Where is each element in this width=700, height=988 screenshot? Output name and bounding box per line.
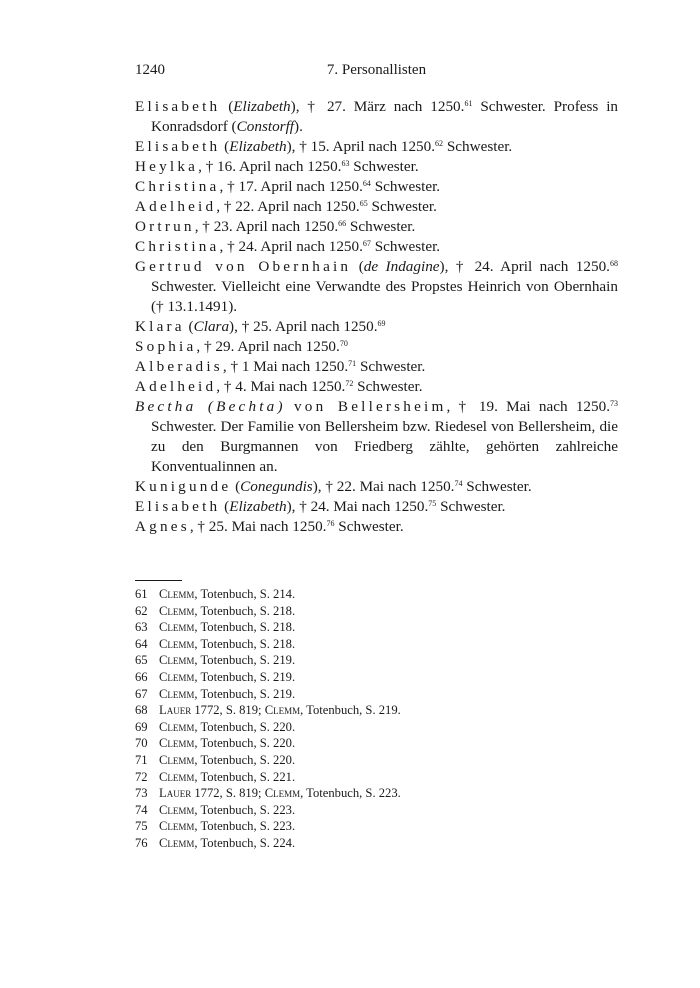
- footnote-text: , Totenbuch, S. 218.: [194, 620, 296, 635]
- footnote-author: Clemm: [159, 669, 195, 684]
- entry: Christina, † 24. April nach 1250.67 Schwester.: [135, 238, 441, 255]
- entry-name: Christina: [135, 178, 220, 195]
- footnote: [135, 785, 401, 802]
- entry-name: Klara: [135, 318, 185, 335]
- footnote-ref: 66: [338, 219, 347, 228]
- footnote-number: 61: [135, 587, 148, 601]
- footnote-ref: 68: [609, 259, 618, 268]
- entry-date: 23. April nach 1250.: [213, 218, 339, 235]
- entry: Sophia, † 29. April nach 1250.70: [135, 338, 348, 355]
- entry: Elisabeth (Elizabeth), † 24. Mai nach 1250.75 Schwester.: [135, 498, 506, 515]
- footnote-author: Clemm: [159, 686, 195, 701]
- footnote-author: Lauer: [159, 703, 192, 718]
- page-number: 1240: [135, 62, 165, 78]
- footnote-number: 64: [135, 636, 148, 651]
- entry-date: 27. März nach 1250.: [326, 98, 465, 115]
- footnote-text: 1772, S. 819;: [191, 703, 265, 718]
- footnote-ref: 73: [610, 399, 619, 408]
- footnote-author: Clemm: [159, 603, 195, 618]
- entry-name: Christina: [135, 238, 220, 255]
- entry: Alberadis, † 1 Mai nach 1250.71 Schwester.: [135, 358, 426, 375]
- footnote-number: 66: [135, 669, 148, 684]
- entry-date: 1 Mai nach 1250.: [241, 358, 349, 375]
- footnote-text: , Totenbuch, S. 220.: [194, 752, 296, 767]
- footnote-author: Clemm: [159, 587, 195, 601]
- entry: Heylka, † 16. April nach 1250.63 Schwester.: [135, 158, 419, 175]
- footnote-author: Clemm: [159, 653, 195, 668]
- footnote-text: , Totenbuch, S. 220.: [194, 719, 296, 734]
- footnote-author: Clemm: [159, 636, 195, 651]
- entry-text: Schwester.: [371, 198, 437, 215]
- footnote-text: , Totenbuch, S. 218.: [194, 603, 296, 618]
- footnote: [135, 586, 401, 603]
- footnote-number: 67: [135, 686, 148, 701]
- entry-date: 24. April nach 1250.: [474, 258, 610, 275]
- entry-alt-name: Elizabeth: [229, 138, 287, 155]
- footnote-separator: [135, 580, 182, 581]
- footnote: [135, 769, 401, 786]
- footnote-ref: 70: [339, 339, 348, 348]
- entry-name: Sophia: [135, 338, 197, 355]
- entry-date: 22. Mai nach 1250.: [336, 478, 455, 495]
- footnote-ref: 65: [359, 199, 368, 208]
- footnote-author: Clemm: [159, 620, 195, 635]
- footnote-ref: 62: [435, 139, 444, 148]
- entry-name: Gertrud von Obernhain: [135, 258, 352, 275]
- footnote-text-2: , Totenbuch, S. 219.: [300, 703, 401, 718]
- footnote-author: Lauer: [159, 786, 192, 801]
- footnote-text-2: , Totenbuch, S. 223.: [300, 786, 401, 801]
- footnote: [135, 802, 401, 819]
- footnote-number: 75: [135, 819, 148, 834]
- footnote-number: 68: [135, 703, 148, 718]
- entry-alt-name: Elizabeth: [229, 498, 287, 515]
- footnote-ref: 74: [454, 479, 463, 488]
- entry-date: 17. April nach 1250.: [238, 178, 363, 195]
- entry: Adelheid, † 22. April nach 1250.65 Schwester.: [135, 198, 437, 215]
- footnote-ref: 61: [464, 99, 473, 108]
- footnote-number: 73: [135, 786, 148, 801]
- footnote: [135, 818, 401, 835]
- footnote-author-2: Clemm: [264, 786, 301, 801]
- footnote-ref: 72: [345, 379, 354, 388]
- footnote: [135, 719, 401, 736]
- footnote-text: , Totenbuch, S. 219.: [194, 669, 296, 684]
- footnote: [135, 735, 401, 752]
- footnotes: [135, 586, 401, 852]
- entry: Ortrun, † 23. April nach 1250.66 Schwester.: [135, 218, 416, 235]
- footnote-author: Clemm: [159, 752, 195, 767]
- entry-name-italic: Bectha (Bechta): [135, 398, 286, 415]
- entry-name: Agnes: [135, 518, 190, 535]
- entry-alt-name: de Indagine: [363, 258, 440, 275]
- footnote-text: , Totenbuch, S. 220.: [194, 736, 296, 751]
- entry: Adelheid, † 4. Mai nach 1250.72 Schwester.: [135, 378, 423, 395]
- entry-name: Heylka: [135, 158, 199, 175]
- footnote-author: Clemm: [159, 835, 195, 850]
- page-header: [135, 62, 618, 82]
- footnote-number: 74: [135, 802, 148, 817]
- footnote-ref: 76: [326, 519, 335, 528]
- entry-date: 25. April nach 1250.: [253, 318, 378, 335]
- entry-text: Schwester.: [357, 378, 423, 395]
- footnote-ref: 64: [362, 179, 371, 188]
- entry-alt-name: Clara: [193, 318, 230, 335]
- entry-name: Elisabeth: [135, 138, 221, 155]
- entry-date: 25. Mai nach 1250.: [208, 518, 327, 535]
- footnote-number: 76: [135, 835, 148, 850]
- entry-text: Schwester.: [440, 498, 506, 515]
- footnote-number: 69: [135, 719, 148, 734]
- footnote-text: , Totenbuch, S. 214.: [194, 587, 296, 601]
- entry-origin: Constorff: [236, 118, 295, 135]
- footnote-ref: 75: [428, 499, 437, 508]
- entry: Kunigunde (Conegundis), † 22. Mai nach 1250.74 Schwester.: [135, 478, 532, 495]
- entry-name: Adelheid: [135, 378, 217, 395]
- entry-date: 4. Mai nach 1250.: [235, 378, 346, 395]
- footnote: [135, 835, 401, 852]
- entry: Elisabeth (Elizabeth), † 27. März nach 1250.61 Schwester. Profess in Konradsdorf (Constorff).: [135, 98, 619, 135]
- footnote: [135, 652, 401, 669]
- entry: Klara (Clara), † 25. April nach 1250.69: [135, 318, 386, 335]
- footnote-author: Clemm: [159, 769, 195, 784]
- footnote-number: 62: [135, 603, 148, 618]
- footnote-text: , Totenbuch, S. 218.: [194, 636, 296, 651]
- entry-text: Schwester. Profess in Konradsdorf (: [151, 98, 619, 135]
- entry-date: 22. April nach 1250.: [235, 198, 360, 215]
- entry-name: Kunigunde: [135, 478, 232, 495]
- entry: Bectha (Bechta) von Bellersheim, † 19. Mai nach 1250.73 Schwester. Der Familie von Bellersheim bzw. Riedesel von Bellersheim, die zu den Burgmannen von Friedberg zählte, gehörten zahlreiche Konventualinnen an.: [135, 398, 619, 475]
- footnote: [135, 603, 401, 620]
- entry: Elisabeth (Elizabeth), † 15. April nach 1250.62 Schwester.: [135, 138, 513, 155]
- entry-alt-name: Elizabeth: [233, 98, 291, 115]
- footnote-text: , Totenbuch, S. 223.: [194, 819, 296, 834]
- entry-text: Schwester. Vielleicht eine Verwandte des Propstes Heinrich von Obernhain († 13.1.1491).: [151, 278, 618, 315]
- entry-date: 19. Mai nach 1250.: [478, 398, 611, 415]
- entry-date: 15. April nach 1250.: [310, 138, 436, 155]
- entry-text: Schwester. Der Familie von Bellersheim bzw. Riedesel von Bellersheim, die zu den Burgmannen von Friedberg zählte, gehörten zahlreiche Konventualinnen an.: [151, 418, 618, 475]
- footnote-text: , Totenbuch, S. 221.: [194, 769, 296, 784]
- footnote-number: 65: [135, 653, 148, 668]
- entry-name: Adelheid: [135, 198, 217, 215]
- footnote-ref: 69: [377, 319, 386, 328]
- running-head: 7. Personallisten: [326, 62, 427, 78]
- entry-date: 24. Mai nach 1250.: [310, 498, 429, 515]
- entry-date: 29. April nach 1250.: [215, 338, 340, 355]
- entry-text-end: ).: [294, 118, 303, 135]
- footnote-author-2: Clemm: [264, 703, 301, 718]
- footnote-author: Clemm: [159, 802, 195, 817]
- footnote: [135, 636, 401, 653]
- footnote: [135, 702, 401, 719]
- footnote-author: Clemm: [159, 719, 195, 734]
- entry-name: von Bellersheim: [294, 398, 447, 415]
- entry-text: Schwester.: [353, 158, 419, 175]
- footnote: [135, 752, 401, 769]
- footnote: [135, 669, 401, 686]
- footnote-text: , Totenbuch, S. 219.: [194, 686, 296, 701]
- footnote-number: 70: [135, 736, 148, 751]
- footnote-ref: 63: [341, 159, 350, 168]
- footnote-number: 72: [135, 769, 148, 784]
- entry: Agnes, † 25. Mai nach 1250.76 Schwester.: [135, 518, 404, 535]
- footnote: [135, 686, 401, 703]
- footnote-number: 63: [135, 620, 148, 635]
- entry-name: Elisabeth: [135, 98, 221, 115]
- footnote-author: Clemm: [159, 819, 195, 834]
- entry-date: 24. April nach 1250.: [238, 238, 363, 255]
- footnote-text: , Totenbuch, S. 219.: [194, 653, 296, 668]
- footnote-text: , Totenbuch, S. 223.: [194, 802, 296, 817]
- footnote-text: , Totenbuch, S. 224.: [194, 835, 296, 850]
- footnote: [135, 619, 401, 636]
- entry-text: Schwester.: [446, 138, 513, 155]
- entry-text: Schwester.: [374, 238, 441, 255]
- entry-alt-name: Conegundis: [240, 478, 313, 495]
- entry-text: Schwester.: [374, 178, 441, 195]
- footnote-author: Clemm: [159, 736, 195, 751]
- register-entries: [135, 97, 618, 537]
- entry-text: Schwester.: [466, 478, 532, 495]
- entry-text: Schwester.: [359, 358, 426, 375]
- entry-date: 16. April nach 1250.: [217, 158, 342, 175]
- footnote-text: 1772, S. 819;: [191, 786, 265, 801]
- footnote-number: 71: [135, 752, 148, 767]
- entry-text: Schwester.: [338, 518, 404, 535]
- footnote-ref: 67: [362, 239, 371, 248]
- entry: Christina, † 17. April nach 1250.64 Schwester.: [135, 178, 441, 195]
- footnote-ref: 71: [348, 359, 357, 368]
- entry-name: Alberadis: [135, 358, 223, 375]
- entry-text: Schwester.: [349, 218, 416, 235]
- entry-name: Elisabeth: [135, 498, 221, 515]
- entry: Gertrud von Obernhain (de Indagine), † 24. April nach 1250.68 Schwester. Vielleicht eine Verwandte des Propstes Heinrich von Obernhain († 13.1.1491).: [135, 258, 618, 315]
- entry-name: Ortrun: [135, 218, 195, 235]
